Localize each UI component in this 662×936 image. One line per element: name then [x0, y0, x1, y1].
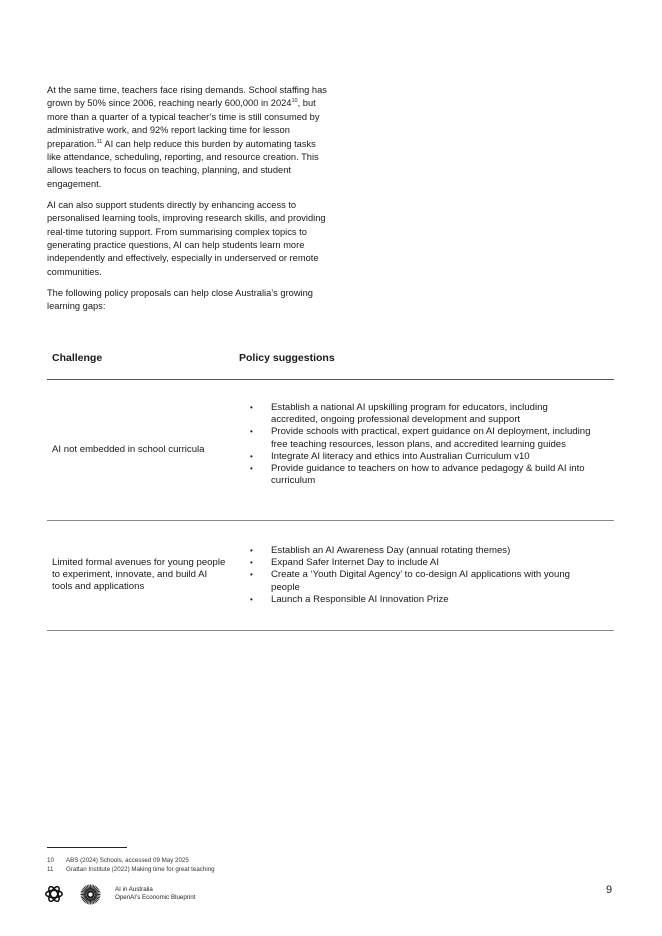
paragraph-student-support: AI can also support students directly by enhancing access to personalised learning tools, improving research skills, and providing real-time tutoring support. From summarising complex topics to generating practice questions, AI can help students learn more independently and effectively, especially in underserved or remote communities.: [47, 199, 326, 277]
footnote-item: [47, 857, 215, 866]
footnote-item: [47, 866, 215, 875]
footer-line-1: AI in Australia: [115, 886, 153, 893]
challenge-cell: AI not embedded in school curricula: [52, 444, 205, 455]
bullet-icon: •: [250, 403, 253, 412]
footnote-text: ABS (2024) Schools, accessed 09 May 2025: [66, 857, 189, 864]
suggestion-item: • Expand Safer Internet Day to include AI: [250, 557, 439, 569]
suggestion-item: • Launch a Responsible AI Innovation Prize: [250, 593, 449, 605]
footnote-text: Grattan Institute (2022) Making time for great teaching: [66, 865, 215, 873]
table-header: [47, 346, 614, 380]
footnote-ref-11[interactable]: 11: [96, 138, 103, 145]
footnotes: [47, 857, 215, 874]
suggestion-item: • Provide schools with practical, expert guidance on AI deployment, including free teaching resources, lesson plans, and accredited learning guides: [250, 426, 591, 450]
header-policy-suggestions: Policy suggestions: [239, 352, 335, 364]
suggestion-item: • Integrate AI literacy and ethics into Australian Curriculum v10: [250, 450, 530, 462]
sunburst-logo-icon: [80, 884, 101, 905]
suggestion-item: • Establish a national AI upskilling program for educators, including accredited, ongoing professional development and support: [250, 402, 548, 426]
footnote-number: 10: [47, 857, 54, 864]
body-text: [47, 84, 327, 321]
openai-logo-icon: [44, 884, 64, 904]
suggestion-item: • Provide guidance to teachers on how to advance pedagogy & build AI into curriculum: [250, 463, 585, 487]
table-row: [47, 521, 614, 631]
suggestion-list: [247, 402, 592, 487]
page-number: 9: [606, 884, 613, 896]
suggestion-item: • Create a ‘Youth Digital Agency’ to co-design AI applications with young people: [250, 569, 571, 593]
bullet-icon: •: [250, 427, 253, 437]
footnote-divider: [47, 847, 127, 848]
bullet-icon: •: [250, 594, 253, 604]
bullet-icon: •: [250, 558, 253, 568]
footnote-number: 11: [47, 865, 54, 873]
footer-line-2: OpenAI’s Economic Blueprint: [115, 894, 196, 901]
suggestion-item: • Establish an AI Awareness Day (annual rotating themes): [250, 545, 511, 556]
paragraph-teacher-demands: At the same time, teachers face rising demands. School staffing has grown by 50% since 2006, reaching nearly 600,000 in 2024$^{10}$, but more than a quarter of a typical teacher’s time is still consumed by administrative work, and 92% report lacking time for lesson preparation.$^{11}$ AI can help reduce this burden by automating tasks like attendance, scheduling, reporting, and resource creation. This allows teachers to focus on teaching, planning, and student engagement.: [47, 85, 327, 189]
policy-table: [47, 346, 614, 631]
challenge-cell: Limited formal avenues for young people to experiment, innovate, and build AI tools and applications: [52, 557, 226, 593]
footer-title: [115, 886, 195, 902]
bullet-icon: •: [250, 570, 253, 580]
bullet-icon: •: [250, 546, 253, 555]
bullet-icon: •: [250, 451, 253, 461]
table-row: [47, 380, 614, 521]
suggestion-list: [247, 545, 592, 606]
header-challenge: Challenge: [52, 352, 103, 364]
paragraph-policy-intro: The following policy proposals can help close Australia’s growing learning gaps:: [47, 287, 313, 312]
footnote-ref-10[interactable]: 10: [291, 98, 298, 105]
bullet-icon: •: [250, 464, 253, 474]
